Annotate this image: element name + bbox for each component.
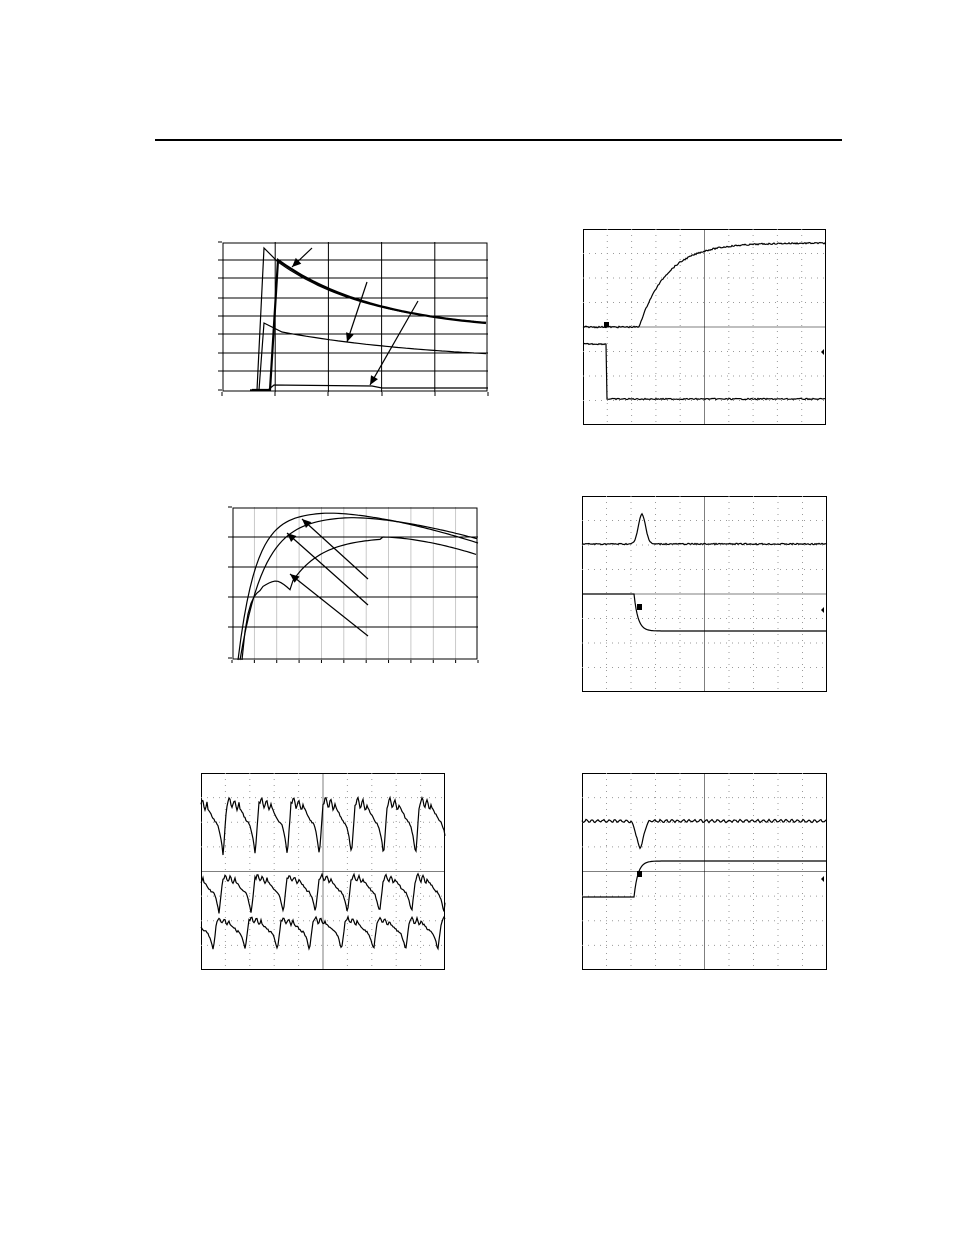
trigger-marker bbox=[604, 322, 609, 327]
annotation-arrow-head bbox=[290, 574, 300, 583]
chart-series bbox=[238, 513, 478, 660]
annotation-arrow-line bbox=[347, 282, 367, 342]
annotation-arrow-line bbox=[302, 519, 368, 579]
step-response-scope bbox=[583, 229, 826, 425]
periodic-waveform-scope bbox=[201, 773, 445, 970]
positive-pulse-scope bbox=[582, 496, 827, 692]
series-line bbox=[238, 513, 478, 660]
scope-grid bbox=[582, 773, 827, 970]
level-marker bbox=[821, 607, 824, 613]
trigger-marker bbox=[637, 604, 642, 610]
plateau-curves-chart bbox=[232, 507, 478, 660]
header-rule bbox=[155, 139, 842, 141]
series-line bbox=[254, 323, 486, 390]
series-line bbox=[250, 385, 488, 390]
level-marker bbox=[821, 349, 824, 355]
level-marker bbox=[821, 876, 824, 882]
chart-series bbox=[250, 248, 488, 390]
annotation-arrow-line bbox=[370, 301, 418, 385]
negative-pulse-scope bbox=[582, 773, 827, 970]
annotation-arrow-head bbox=[370, 375, 378, 385]
series-line bbox=[240, 518, 477, 660]
decay-curves-chart bbox=[222, 242, 488, 392]
trigger-marker bbox=[637, 871, 642, 877]
plot-frame bbox=[233, 508, 477, 659]
scope-grid bbox=[201, 773, 445, 970]
